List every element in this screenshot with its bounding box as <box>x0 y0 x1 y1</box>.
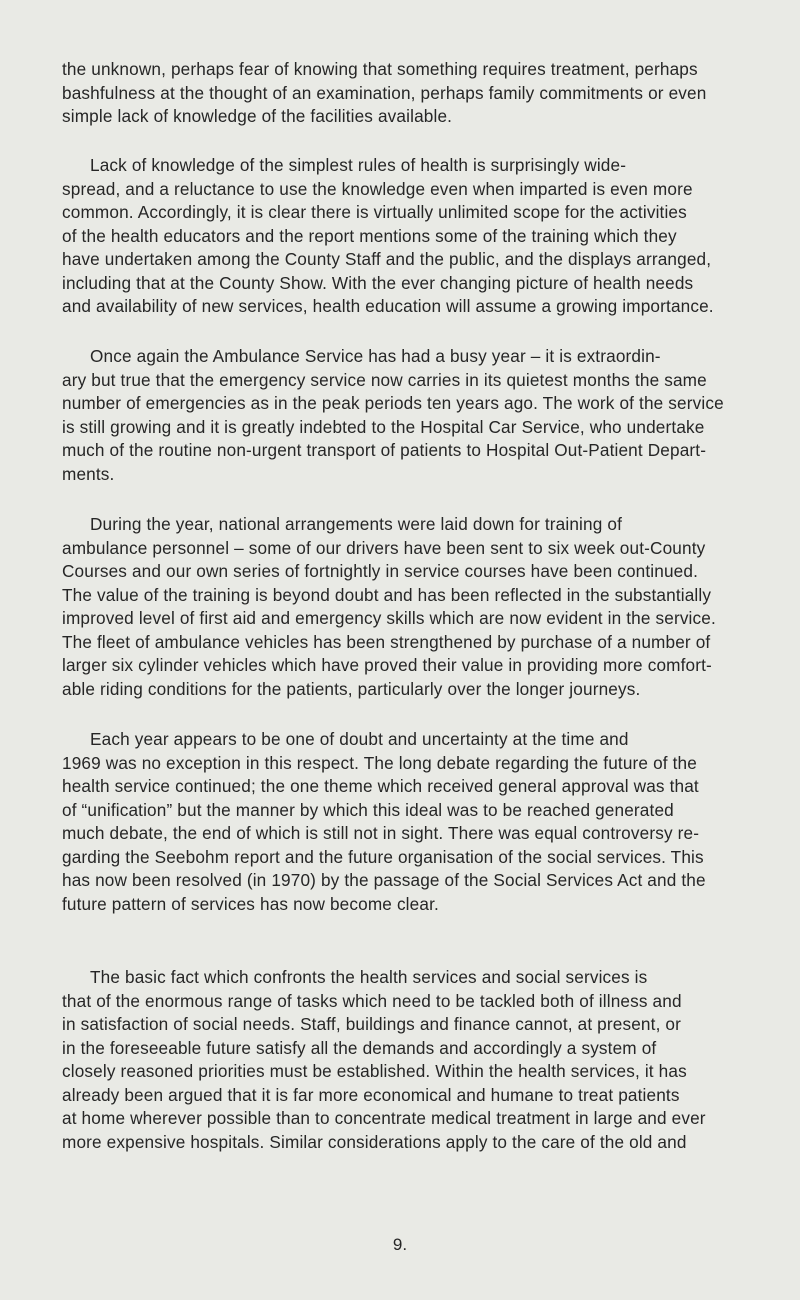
text-line: future pattern of services has now become clear. <box>62 893 439 914</box>
text-line: The basic fact which confronts the health services and social services is <box>90 967 648 987</box>
paragraph-1 <box>62 58 746 129</box>
text-line: in the foreseeable future satisfy all the demands and accordingly a system of <box>62 1037 657 1058</box>
text-line: spread, and a reluctance to use the knowledge even when imparted is even more <box>62 178 693 199</box>
text-line: garding the Seebohm report and the future organisation of the social services. This <box>62 846 704 867</box>
page-number: 9. <box>392 1235 408 1254</box>
text-line: Once again the Ambulance Service has had a busy year – it is extraordin- <box>90 346 661 366</box>
text-line: 1969 was no exception in this respect. The long debate regarding the future of the <box>62 752 697 773</box>
text-line: The value of the training is beyond doubt and has been reflected in the substantially <box>62 584 712 605</box>
paragraph-2 <box>62 154 746 319</box>
text-line: that of the enormous range of tasks which need to be tackled both of illness and <box>62 990 682 1011</box>
text-line: During the year, national arrangements were laid down for training of <box>90 514 622 534</box>
text-line: more expensive hospitals. Similar considerations apply to the care of the old and <box>62 1131 687 1152</box>
text-line: bashfulness at the thought of an examination, perhaps family commitments or even <box>62 82 707 103</box>
text-line: much debate, the end of which is still not in sight. There was equal controversy re- <box>62 823 700 843</box>
text-line: in satisfaction of social needs. Staff, buildings and finance cannot, at present, or <box>62 1014 681 1034</box>
text-line: has now been resolved (in 1970) by the passage of the Social Services Act and the <box>62 870 706 890</box>
text-line: health service continued; the one theme which received general approval was that <box>62 776 699 796</box>
text-line: closely reasoned priorities must be established. Within the health services, it has <box>62 1061 687 1081</box>
text-line: of “unification” but the manner by which this ideal was to be reached generated <box>62 799 674 820</box>
text-line: number of emergencies as in the peak periods ten years ago. The work of the service <box>62 393 724 413</box>
text-line: Lack of knowledge of the simplest rules of health is surprisingly wide- <box>90 155 627 175</box>
text-line: much of the routine non-urgent transport of patients to Hospital Out-Patient Depart- <box>62 440 707 460</box>
paragraph-4 <box>62 513 746 701</box>
text-line: simple lack of knowledge of the facilities available. <box>62 106 453 126</box>
text-line: improved level of first aid and emergency skills which are now evident in the service. <box>62 608 716 628</box>
text-line: have undertaken among the County Staff and the public, and the displays arranged, <box>62 249 712 269</box>
text-line: is still growing and it is greatly indebted to the Hospital Car Service, who undertake <box>62 416 705 437</box>
text-line: of the health educators and the report mentions some of the training which they <box>62 225 677 246</box>
text-line: able riding conditions for the patients, particularly over the longer journeys. <box>62 678 641 699</box>
paragraph-6 <box>62 966 746 1154</box>
text-line: The fleet of ambulance vehicles has been strengthened by purchase of a number of <box>62 631 711 652</box>
text-line: already been argued that it is far more economical and humane to treat patients <box>62 1084 680 1105</box>
text-line: ary but true that the emergency service now carries in its quietest months the same <box>62 369 707 390</box>
text-line: and availability of new services, health education will assume a growing importance. <box>62 296 714 316</box>
text-line: ments. <box>62 463 115 484</box>
text-line: at home wherever possible than to concentrate medical treatment in large and ever <box>62 1108 706 1128</box>
text-line: including that at the County Show. With the ever changing picture of health needs <box>62 272 694 293</box>
text-line: Each year appears to be one of doubt and uncertainty at the time and <box>90 729 629 749</box>
paragraph-3 <box>62 345 746 486</box>
text-line: common. Accordingly, it is clear there is virtually unlimited scope for the activities <box>62 202 687 222</box>
text-line: the unknown, perhaps fear of knowing that something requires treatment, perhaps <box>62 59 698 79</box>
text-line: ambulance personnel – some of our drivers have been sent to six week out-County <box>62 537 706 558</box>
paragraph-5 <box>62 728 746 916</box>
text-line: Courses and our own series of fortnightly in service courses have been continued. <box>62 561 699 581</box>
text-line: larger six cylinder vehicles which have proved their value in providing more comfort- <box>62 655 712 675</box>
